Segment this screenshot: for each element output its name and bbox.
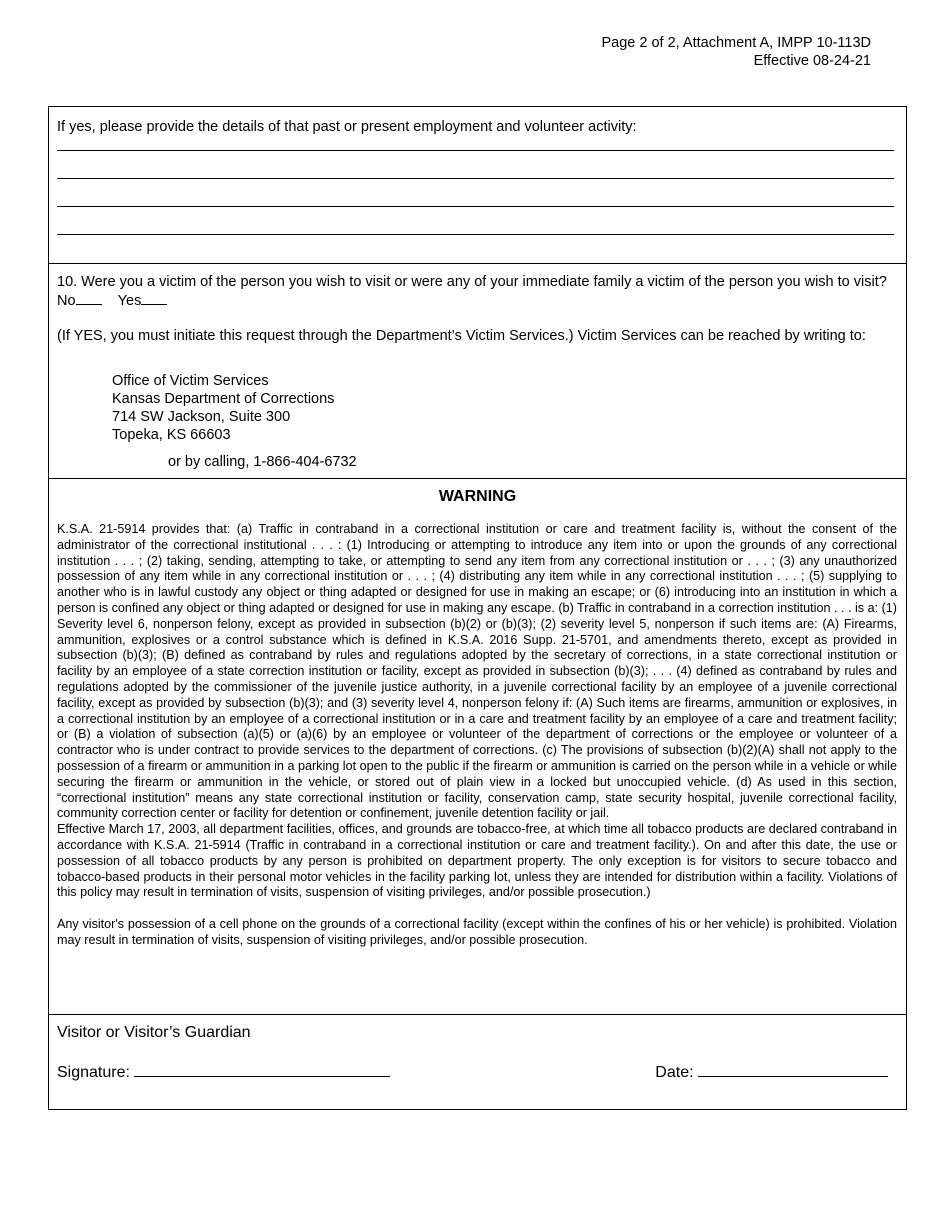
signature-section — [49, 1014, 906, 1111]
victim-question — [57, 273, 897, 310]
date-group — [655, 1062, 888, 1082]
address-line-1: Office of Victim Services — [112, 373, 269, 389]
warning-section — [49, 478, 906, 1015]
address-line-2: Kansas Department of Corrections — [112, 391, 335, 407]
form-box — [48, 106, 907, 1110]
yes-label: Yes — [117, 293, 142, 309]
yes-answer-blank[interactable] — [141, 291, 167, 305]
victim-services-instruction: (If YES, you must initiate this request through the Department’s Victim Services.) Victim Services can be reached by writing to: — [57, 328, 866, 344]
warning-legal-text — [57, 522, 897, 949]
cell-phone-paragraph: Any visitor's possession of a cell phone on the grounds of a correctional facility (except within the confines of his or her vehicle) is prohibited. Violation may result in termination of visits, suspension of visiting privileges, and/or possible prosecution. — [57, 917, 897, 947]
employment-details-line-1[interactable] — [57, 150, 894, 151]
victim-services-phone: or by calling, 1-866-404-6732 — [168, 454, 357, 470]
tobacco-paragraph: Effective March 17, 2003, all department facilities, offices, and grounds are tobacco-free, at which time all tobacco products are declared contraband in accordance with K.S.A. 21-5914 (Traffic in contraband in a correctional institution or care and treatment facility.). On and after this date, the use or possession of all tobacco products by any person is prohibited on department property. The only exception is for visitors to secure tobacco and tobacco-based products in their personal motor vehicles in the facility parking lot, unless they are intended for distribution within a facility. Violations of this policy may result in termination of visits, suspension of visiting privileges, and/or possible prosecution.) — [57, 822, 897, 900]
employment-details-line-4[interactable] — [57, 234, 894, 235]
statute-paragraph: K.S.A. 21-5914 provides that: (a) Traffic in contraband in a correctional institution or care and treatment facility is, without the consent of the administrator of the correctional institutional . . . : (1) Introducing or attempting to introduce any item into or upon the grounds of any correctional institution . . . ; (2) taking, sending, attempting to take, or attempting to send any item from any correctional institution or . . . ; (3) any unauthorized possession of any item while in any correctional institution or . . . ; (4) distributing any item while in any correctional institution . . . ; (5) supplying to another who is in lawful custody any object or thing adapted or designed for use in making an escape; or (6) introducing into an institution in which a person is confined any object or thing adapted or designed for use in making any escape. (b) Traffic in contraband in a correction institution . . . is a: (1) Severity level 6, nonperson felony, except as provided in subsection (b)(2) or (b)(3); (2) severity level 5, nonperson if such items are: (A) Firearms, ammunition, explosives or a control substance which is defined in K.S.A. 2016 Supp. 21-5701, and amendments thereto, except as provided in subsection (b)(3); (B) defined as contraband by rules and regulations adopted by the secretary of corrections, in a state correctional institution or facility by an employee of a state correction institution or facility, except as provided in subsection (b)(3); . . . (4) defined as contraband by rules and regulations adopted by the commissioner of the juvenile justice authority, in a juvenile correctional facility by an employee of a juvenile correctional facility, except as provided by subsection (b)(3); and (3) severity level 4, nonperson felony if: (A) Such items are firearms, ammunition or explosives, in a correctional institution by an employee of a correctional institution or in a care and treatment facility by an employee of a care and treatment facility; or (B) a violation of subsection (a)(5) or (a)(6) by an employee or volunteer of the department of corrections or the employee or volunteer of a contractor who is under contract to provide services to the department of corrections. (c) The provisions of subsection (b)(2)(A) shall not apply to the possession of a firearm or ammunition in a parking lot open to the public if the firearm or ammunition is carried on the person while in a vehicle or while securing the firearm or ammunition in the vehicle, or stored out of plain view in a locked but unoccupied vehicle. (d) As used in this section, “correctional institution” means any state correctional institution or facility, conservation camp, state security hospital, juvenile correctional facility, community correction center or facility for detention or confinement, juvenile detention facility or jail. — [57, 522, 897, 821]
victim-services-address — [112, 372, 334, 444]
signature-label: Signature: — [57, 1064, 130, 1081]
address-line-4: Topeka, KS 66603 — [112, 427, 231, 443]
victim-question-text: 10. Were you a victim of the person you wish to visit or were any of your immediate family a victim of the person you wish to visit? — [57, 274, 887, 290]
page-reference: Page 2 of 2, Attachment A, IMPP 10-113D — [601, 35, 871, 51]
signature-heading: Visitor or Visitor’s Guardian — [57, 1024, 251, 1041]
no-label: No — [57, 293, 76, 309]
date-blank[interactable] — [698, 1062, 888, 1077]
signature-blank[interactable] — [134, 1062, 390, 1077]
victim-question-section — [49, 263, 906, 479]
employment-details-line-2[interactable] — [57, 178, 894, 179]
effective-date: Effective 08-24-21 — [753, 53, 871, 69]
employment-details-section — [49, 107, 906, 264]
warning-title: WARNING — [438, 488, 517, 505]
employment-details-line-3[interactable] — [57, 206, 894, 207]
page-header — [602, 34, 872, 70]
signature-row — [57, 1062, 888, 1082]
employment-details-prompt: If yes, please provide the details of that past or present employment and volunteer activity: — [57, 119, 637, 135]
address-line-3: 714 SW Jackson, Suite 300 — [112, 409, 291, 425]
date-label: Date: — [655, 1064, 694, 1081]
no-answer-blank[interactable] — [76, 291, 102, 305]
